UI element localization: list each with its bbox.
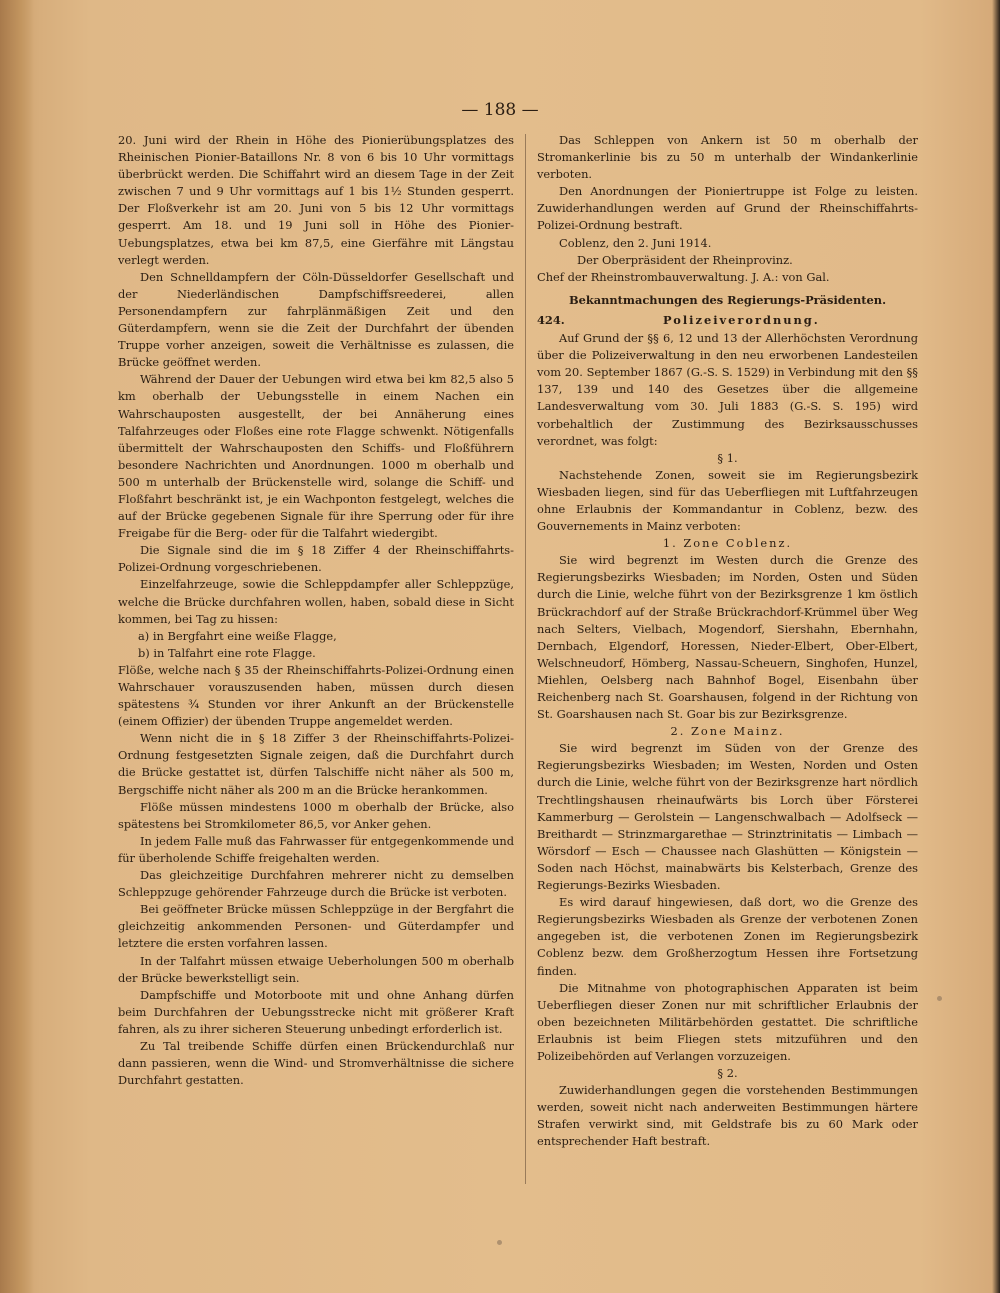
- left-paragraph: b) in Talfahrt eine rote Flagge.: [138, 645, 316, 660]
- left-paragraph: a) in Bergfahrt eine weiße Flagge,: [138, 628, 337, 643]
- right-intro-para-2: Den Anordnungen der Pioniertruppe ist Folge zu leisten. Zuwiderhandlungen werden auf Grund der Rheinschiffahrts-Polizei-Ordnung bestraft.: [537, 184, 918, 233]
- paper-speck: [937, 996, 942, 1001]
- left-paragraph: Dampfschiffe und Motorboote mit und ohne Anhang dürfen beim Durchfahren der Uebungsstrecke nicht mit größerer Kraft fahren, als zu ihrer sicheren Steuerung unbedingt erforderlich ist.: [118, 987, 514, 1036]
- left-paragraph: Einzelfahrzeuge, sowie die Schleppdampfer aller Schleppzüge, welche die Brücke durchfahren wollen, haben, sobald diese in Sicht kommen, bei Tag zu hissen:: [118, 577, 514, 626]
- page-gutter-shadow: [0, 0, 34, 1293]
- left-paragraph: Das gleichzeitige Durchfahren mehrerer nicht zu demselben Schleppzuge gehörender Fahrzeuge durch die Brücke ist verboten.: [118, 868, 514, 900]
- note-borders: Es wird darauf hingewiesen, daß dort, wo die Grenze des Regierungsbezirks Wiesbaden als Grenze der verbotenen Zonen angegeben ist, die verbotenen Zonen im Regierungsbezirk Coblenz bezw. dem Großherzogtum Hessen ihre Fortsetzung finden.: [537, 895, 918, 978]
- paragraph-1-heading: § 1.: [717, 450, 738, 465]
- signature-oberpraesident: Der Oberpräsident der Rheinprovinz.: [577, 252, 793, 267]
- left-paragraph: Zu Tal treibende Schiffe dürfen einen Brückendurchlaß nur dann passieren, wenn die Wind- und Stromverhältnisse die sichere Durchfahrt gestatten.: [118, 1038, 514, 1088]
- section-heading: Bekanntmachungen des Regierungs-Präsidenten.: [568, 292, 887, 307]
- signature-chef: Chef der Rheinstrombauverwaltung. J. A.: von Gal.: [537, 269, 830, 284]
- zone-2-text: Sie wird begrenzt im Süden von der Grenze des Regierungsbezirks Wiesbaden; im Westen, Norden und Osten durch die Linie, welche führt von der Bezirksgrenze hart nördlich Trechtlingshausen rheinaufwärts bis Lorch über Försterei Kammerburg — Gerolstein — Langenschwalbach — Adolfseck — Breithardt — Strinzmargarethae — Strinztrinitatis — Limbach — Wörsdorf — Esch — Chaussee nach Glashütten — Königstein — Soden nach Höchst, mainabwärts bis Kelsterbach, Grenze des Regierungs-Bezirks Wiesbaden.: [537, 741, 918, 893]
- left-column: [118, 132, 514, 1089]
- page-number: — 188 —: [461, 100, 539, 120]
- ordinance-preamble: Auf Grund der §§ 6, 12 und 13 der Allerhöchsten Verordnung über die Polizeiverwaltung in den neu erworbenen Landesteilen vom 20. September 1867 (G.-S. S. 1529) in Verbindung mit den §§ 137, 139 und 140 des Gesetzes über die allgemeine Landesverwaltung vom 30. Juli 1883 (G.-S. S. 195) wird vorbehaltlich der Zustimmung des Bezirksausschusses verordnet, was folgt:: [537, 331, 918, 448]
- left-paragraph: In jedem Falle muß das Fahrwasser für entgegenkommende und für überholende Schiffe freigehalten werden.: [118, 833, 514, 865]
- paragraph-2-heading: § 2.: [717, 1066, 738, 1081]
- page-edge-shadow: [992, 0, 1000, 1293]
- ordinance-number: 424.: [537, 312, 565, 327]
- zone-1-title: 1. Zone Coblenz.: [662, 536, 793, 551]
- left-paragraph: Wenn nicht die in § 18 Ziffer 3 der Rheinschiffahrts-Polizei-Ordnung festgesetzten Signale zeigen, daß die Durchfahrt durch die Brücke gestattet ist, dürfen Talschiffe nicht näher als 500 m, Bergschiffe nicht näher als 200 m an die Brücke herankommen.: [118, 731, 514, 797]
- zone-1-text: Sie wird begrenzt im Westen durch die Grenze des Regierungsbezirks Wiesbaden; im Norden, Osten und Süden durch die Linie, welche führt von der Bezirksgrenze 1 km östlich Brückrachdorf auf der Straße Brückrachdorf-Krümmel über Weg nach Selters, Vielbach, Mogendorf, Siershahn, Ebernhahn, Dernbach, Elgendorf, Horessen, Nieder-Elbert, Ober-Elbert, Welschneudorf, Hömberg, Nassau-Scheuern, Singhofen, Hunzel, Miehlen, Oelsberg nach Bahnhof Bogel, Eisenbahn über Reichenberg nach St. Goarshausen, folgend in der Richtung von St. Goarshausen nach St. Goar bis zur Bezirksgrenze.: [537, 553, 918, 722]
- left-paragraph: Den Schnelldampfern der Cöln-Düsseldorfer Gesellschaft und der Niederländischen Dampfschiffsreederei, allen Personendampfern zur fahrplänmäßigen Zeit und den Güterdampfern, wenn sie die Zeit der Durchfahrt der übenden Truppe vorher anzeigen, soweit die Verhältnisse es zulassen, die Brücke geöffnet werden.: [118, 269, 514, 370]
- paragraph-1-text: Nachstehende Zonen, soweit sie im Regierungsbezirk Wiesbaden liegen, sind für das Ueberfliegen mit Luftfahrzeugen ohne Erlaubnis der Kommandantur in Coblenz, bezw. des Gouvernements in Mainz verboten:: [537, 467, 918, 534]
- ordinance-title: Polizeiverordnung.: [662, 312, 820, 327]
- left-paragraph: Flöße müssen mindestens 1000 m oberhalb der Brücke, also spätestens bei Stromkilometer 86,5, vor Anker gehen.: [118, 799, 514, 831]
- right-intro-para-1: Das Schleppen von Ankern ist 50 m oberhalb der Stromankerlinie bis zu 50 m unterhalb der Windankerlinie verboten.: [537, 133, 918, 182]
- right-column: [537, 132, 918, 1151]
- column-divider: [525, 134, 526, 1184]
- dateline: Coblenz, den 2. Juni 1914.: [559, 235, 712, 250]
- left-paragraph: Flöße, welche nach § 35 der Rheinschiffahrts-Polizei-Ordnung einen Wahrschauer vorauszusenden haben, müssen durch diesen spätestens ¾ Stunden vor ihrer Ankunft an der Brückenstelle (einem Offizier) der übenden Truppe angemeldet werden.: [118, 662, 514, 729]
- paper-speck: [497, 1240, 502, 1245]
- zone-2-title: 2. Zone Mainz.: [670, 724, 785, 739]
- left-paragraph: In der Talfahrt müssen etwaige Ueberholungen 500 m oberhalb der Brücke bewerkstelligt sein.: [118, 953, 514, 985]
- ordinance-header: [537, 312, 918, 329]
- left-paragraph: Bei geöffneter Brücke müssen Schleppzüge in der Bergfahrt die gleichzeitig ankommenden Personen- und Güterdampfer und letztere die ersten vorfahren lassen.: [118, 902, 514, 951]
- left-paragraph: Die Signale sind die im § 18 Ziffer 4 der Rheinschiffahrts-Polizei-Ordnung vorgeschriebenen.: [118, 543, 514, 575]
- left-paragraph: Während der Dauer der Uebungen wird etwa bei km 82,5 also 5 km oberhalb der Uebungsstelle in einem Nachen ein Wahrschauposten ausgestellt, der bei Annäherung eines Talfahrzeuges oder Floßes eine rote Flagge schwenkt. Nötigenfalls übermittelt der Wahrschauposten den Schiffs- und Floßführern besondere Nachrichten und Anordnungen. 1000 m oberhalb und 500 m unterhalb der Brückenstelle wird, solange die Schiff- und Floßfahrt beschränkt ist, je ein Wachponton festgelegt, welches die auf der Brücke gegebenen Signale für ihre Sperrung oder für ihre Freigabe für die Berg- oder für die Talfahrt wiedergibt.: [118, 372, 514, 541]
- note-photography: Die Mitnahme von photographischen Apparaten ist beim Ueberfliegen dieser Zonen nur mit schriftlicher Erlaubnis der oben bezeichneten Militärbehörden gestattet. Die schriftliche Erlaubnis ist beim Fliegen stets mitzuführen und den Polizeibehörden auf Verlangen vorzuzeigen.: [537, 980, 918, 1063]
- left-paragraph: 20. Juni wird der Rhein in Höhe des Pionierübungsplatzes des Rheinischen Pionier-Bataillons Nr. 8 von 6 bis 10 Uhr vormittags überbrückt werden. Die Schiffahrt wird an diesem Tage in der Zeit zwischen 7 und 9 Uhr vormittags auf 1 bis 1½ Stunden gesperrt. Der Floßverkehr ist am 20. Juni von 5 bis 12 Uhr vormittags gesperrt. Am 18. und 19 Juni soll in Höhe des Pionier-Uebungsplatzes, etwa bei km 87,5, eine Gierfähre mit Längstau verlegt werden.: [118, 133, 514, 267]
- paragraph-2-text: Zuwiderhandlungen gegen die vorstehenden Bestimmungen werden, soweit nicht nach anderweiten Bestimmungen härtere Strafen verwirkt sind, mit Geldstrafe bis zu 60 Mark oder entsprechender Haft bestraft.: [537, 1083, 918, 1149]
